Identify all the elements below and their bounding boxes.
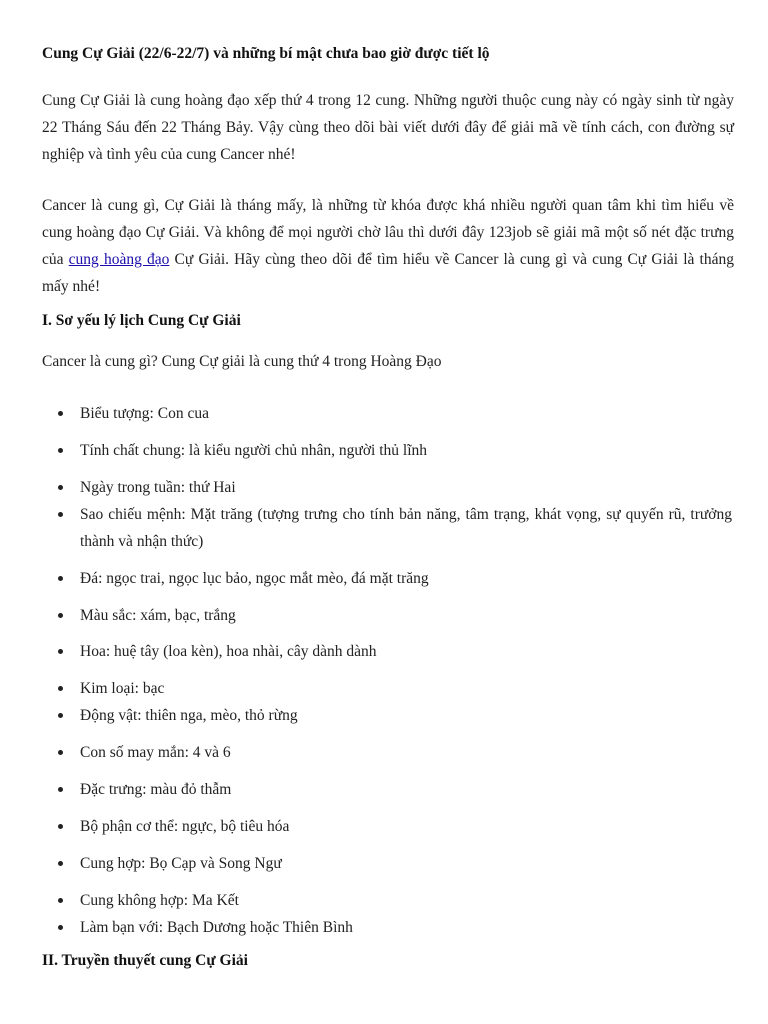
list-item: Tính chất chung: là kiểu người chủ nhân, người thủ lĩnh [80, 437, 732, 464]
list-item: Biểu tượng: Con cua [80, 400, 732, 427]
list-item: Bộ phận cơ thể: ngực, bộ tiêu hóa [80, 813, 732, 840]
second-paragraph-text-before: Cancer là cung gì, Cự Giải là tháng mấy, là những từ khóa được khá nhiều người quan tâm khi tìm hiểu về cung hoàng đạo Cự Giải. Và không để mọi người chờ lâu thì dưới đây 123job sẽ giải mã một số nét đặc trưng của [42, 197, 734, 268]
list-item: Làm bạn với: Bạch Dương hoặc Thiên Bình [80, 914, 732, 941]
section-heading-legend: II. Truyền thuyết cung Cự Giải [42, 952, 248, 969]
list-item: Cung không hợp: Ma Kết [80, 887, 732, 914]
second-paragraph-text-after: Cự Giải. Hãy cùng theo dõi để tìm hiểu về Cancer là cung gì và cung Cự Giải là tháng mấy nhé! [42, 251, 734, 295]
article-title: Cung Cự Giải (22/6-22/7) và những bí mật chưa bao giờ được tiết lộ [42, 45, 490, 62]
intro-paragraph: Cung Cự Giải là cung hoàng đạo xếp thứ 4 trong 12 cung. Những người thuộc cung này có ngày sinh từ ngày 22 Tháng Sáu đến 22 Tháng Bảy. Vậy cùng theo dõi bài viết dưới đây để giải mã về tính cách, con đường sự nghiệp và tình yêu của cung Cancer nhé! [42, 92, 734, 163]
section-heading-profile: I. Sơ yếu lý lịch Cung Cự Giải [42, 312, 241, 329]
list-item: Đặc trưng: màu đỏ thẫm [80, 776, 732, 803]
list-item: Động vật: thiên nga, mèo, thỏ rừng [80, 702, 732, 729]
list-item: Kim loại: bạc [80, 675, 732, 702]
list-item: Ngày trong tuần: thứ Hai [80, 474, 732, 501]
list-item: Con số may mắn: 4 và 6 [80, 739, 732, 766]
second-paragraph [42, 192, 734, 300]
list-item: Đá: ngọc trai, ngọc lục bảo, ngọc mắt mèo, đá mặt trăng [80, 565, 732, 592]
list-item: Hoa: huệ tây (loa kèn), hoa nhài, cây dành dành [80, 638, 732, 665]
list-item: Màu sắc: xám, bạc, trắng [80, 602, 732, 629]
section-intro: Cancer là cung gì? Cung Cự giải là cung thứ 4 trong Hoàng Đạo [42, 353, 442, 370]
list-item: Cung hợp: Bọ Cạp và Song Ngư [80, 850, 732, 877]
list-item: Sao chiếu mệnh: Mặt trăng (tượng trưng cho tính bản năng, tâm trạng, khát vọng, sự quyến rũ, trưởng thành và nhận thức) [80, 501, 732, 555]
zodiac-link[interactable]: cung hoàng đạo [68, 251, 170, 268]
